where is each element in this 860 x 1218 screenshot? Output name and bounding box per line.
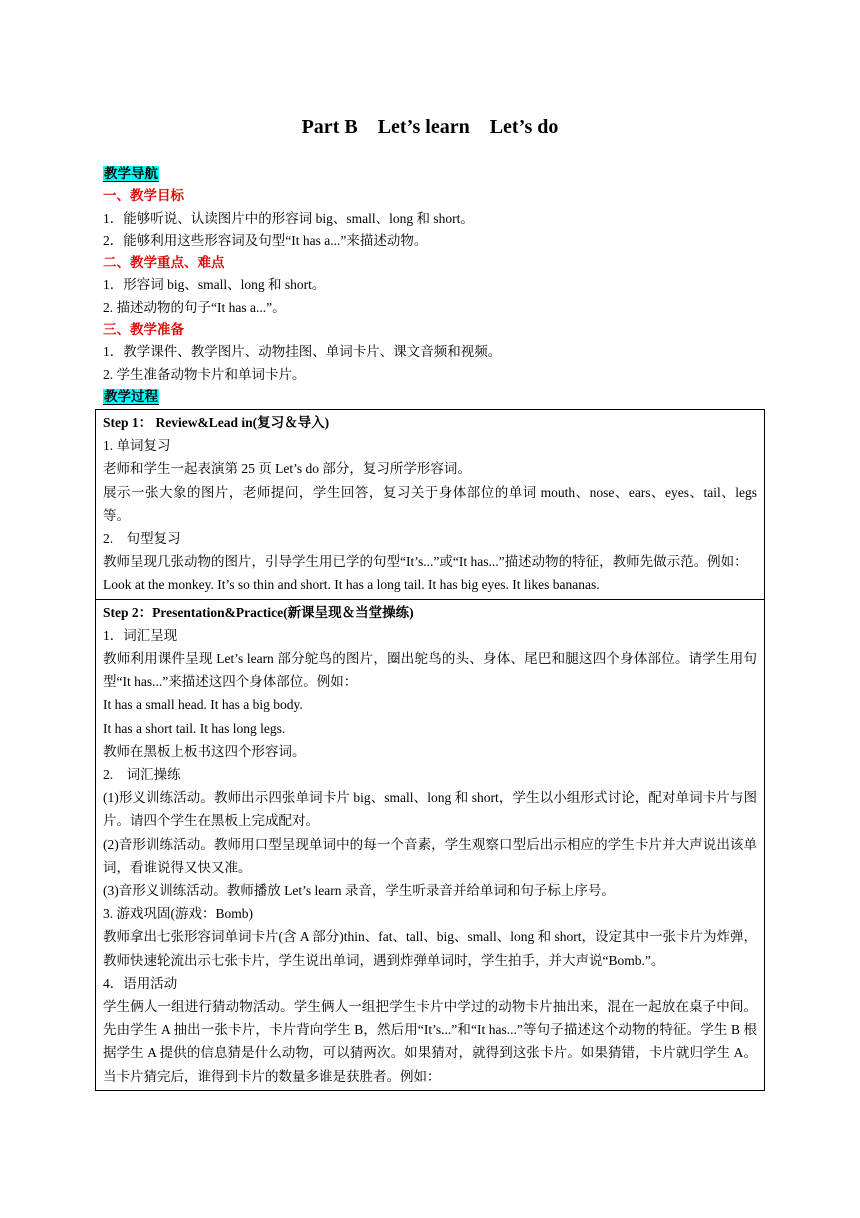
section-heading-preparation: 三、教学准备 [103, 322, 184, 338]
goal-line: 2．能够利用这些形容词及句型“It has a...”来描述动物。 [103, 232, 428, 248]
step2-paragraph: 2. 词汇操练 [103, 767, 181, 783]
section-heading-keypoints: 二、教学重点、难点 [103, 255, 225, 271]
goal-line: 1．能够听说、认读图片中的形容词 big、small、long 和 short。 [103, 210, 474, 226]
step2-paragraph: 1．词汇呈现 [103, 627, 178, 643]
guide-heading: 教学导航 [104, 166, 158, 181]
teaching-guide [103, 163, 763, 408]
step2-paragraph: 教师拿出七张形容词单词卡片(含 A 部分)thin、fat、tall、big、small、long 和 short，设定其中一张卡片为炸弹，教师快速轮流出示七张卡片，学生说出单词，遇到炸弹单词时，学生拍手，并大声说“Bomb.”。 [103, 929, 757, 968]
step1-cell [96, 410, 765, 600]
step1-paragraph: 2. 句型复习 [103, 531, 181, 547]
step1-paragraph: 展示一张大象的图片，老师提问，学生回答，复习关于身体部位的单词 mouth、nose、ears、eyes、tail、legs 等。 [103, 484, 757, 523]
step1-paragraph: 教师呈现几张动物的图片，引导学生用已学的句型“It’s...”或“It has...”描述动物的特征，教师先做示范。例如： [103, 554, 748, 570]
step2-paragraph: 3. 游戏巩固(游戏：Bomb) [103, 906, 253, 922]
preparation-line: 2. 学生准备动物卡片和单词卡片。 [103, 366, 306, 382]
step2-paragraph: (1)形义训练活动。教师出示四张单词卡片 big、small、long 和 short，学生以小组形式讨论，配对单词卡片与图片。请四个学生在黑板上完成配对。 [103, 790, 757, 829]
preparation-line: 1．教学课件、教学图片、动物挂图、单词卡片、课文音频和视频。 [103, 344, 502, 360]
step1-paragraph: Look at the monkey. It’s so thin and short. It has a long tail. It has big eyes. It likes bananas. [103, 577, 600, 593]
page-title: Part B Let’s learn Let’s do [301, 116, 559, 138]
step2-paragraph: (2)音形训练活动。教师用口型呈现单词中的每一个音素，学生观察口型后出示相应的学生卡片并大声说出该单词，看谁说得又快又准。 [103, 836, 757, 875]
step2-paragraph: It has a short tail. It has long legs. [103, 720, 286, 736]
keypoint-line: 2. 描述动物的句子“It has a...”。 [103, 299, 286, 315]
process-table [95, 409, 765, 1091]
section-heading-goals: 一、教学目标 [103, 188, 184, 204]
step2-cell [96, 599, 765, 1090]
step2-paragraph: 4．语用活动 [103, 975, 178, 991]
step1-paragraph: 1. 单词复习 [103, 438, 171, 454]
step2-row [96, 599, 765, 1090]
step1-row [96, 410, 765, 600]
step2-paragraph: It has a small head. It has a big body. [103, 697, 303, 713]
step1-paragraph: 老师和学生一起表演第 25 页 Let’s do 部分，复习所学形容词。 [103, 461, 471, 477]
step2-paragraph: 学生俩人一组进行猜动物活动。学生俩人一组把学生卡片中学过的动物卡片抽出来，混在一起放在桌子中间。先由学生 A 抽出一张卡片，卡片背向学生 B，然后用“It’s...”和“It has...”等句子描述这个动物的特征。学生 B 根据学生 A 提供的信息猜是什么动物，可以猜两次。如果猜对，就得到这张卡片。如果猜错，卡片就归学生 A。当卡片猜完后，谁得到卡片的数量多谁是获胜者。例如： [103, 999, 757, 1084]
keypoint-line: 1．形容词 big、small、long 和 short。 [103, 277, 326, 293]
step1-title: Step 1： Review&Lead in(复习＆导入) [103, 415, 330, 430]
step2-paragraph: (3)音形义训练活动。教师播放 Let’s learn 录音，学生听录音并给单词和句子标上序号。 [103, 883, 615, 899]
step2-paragraph: 教师在黑板上板书这四个形容词。 [103, 743, 306, 759]
step2-paragraph: 教师利用课件呈现 Let’s learn 部分鸵鸟的图片，圈出鸵鸟的头、身体、尾巴和腿这四个身体部位。请学生用句型“It has...”来描述这四个身体部位。例如： [103, 651, 757, 690]
step2-title: Step 2：Presentation&Practice(新课呈现＆当堂操练) [103, 604, 414, 620]
process-heading: 教学过程 [104, 388, 158, 404]
